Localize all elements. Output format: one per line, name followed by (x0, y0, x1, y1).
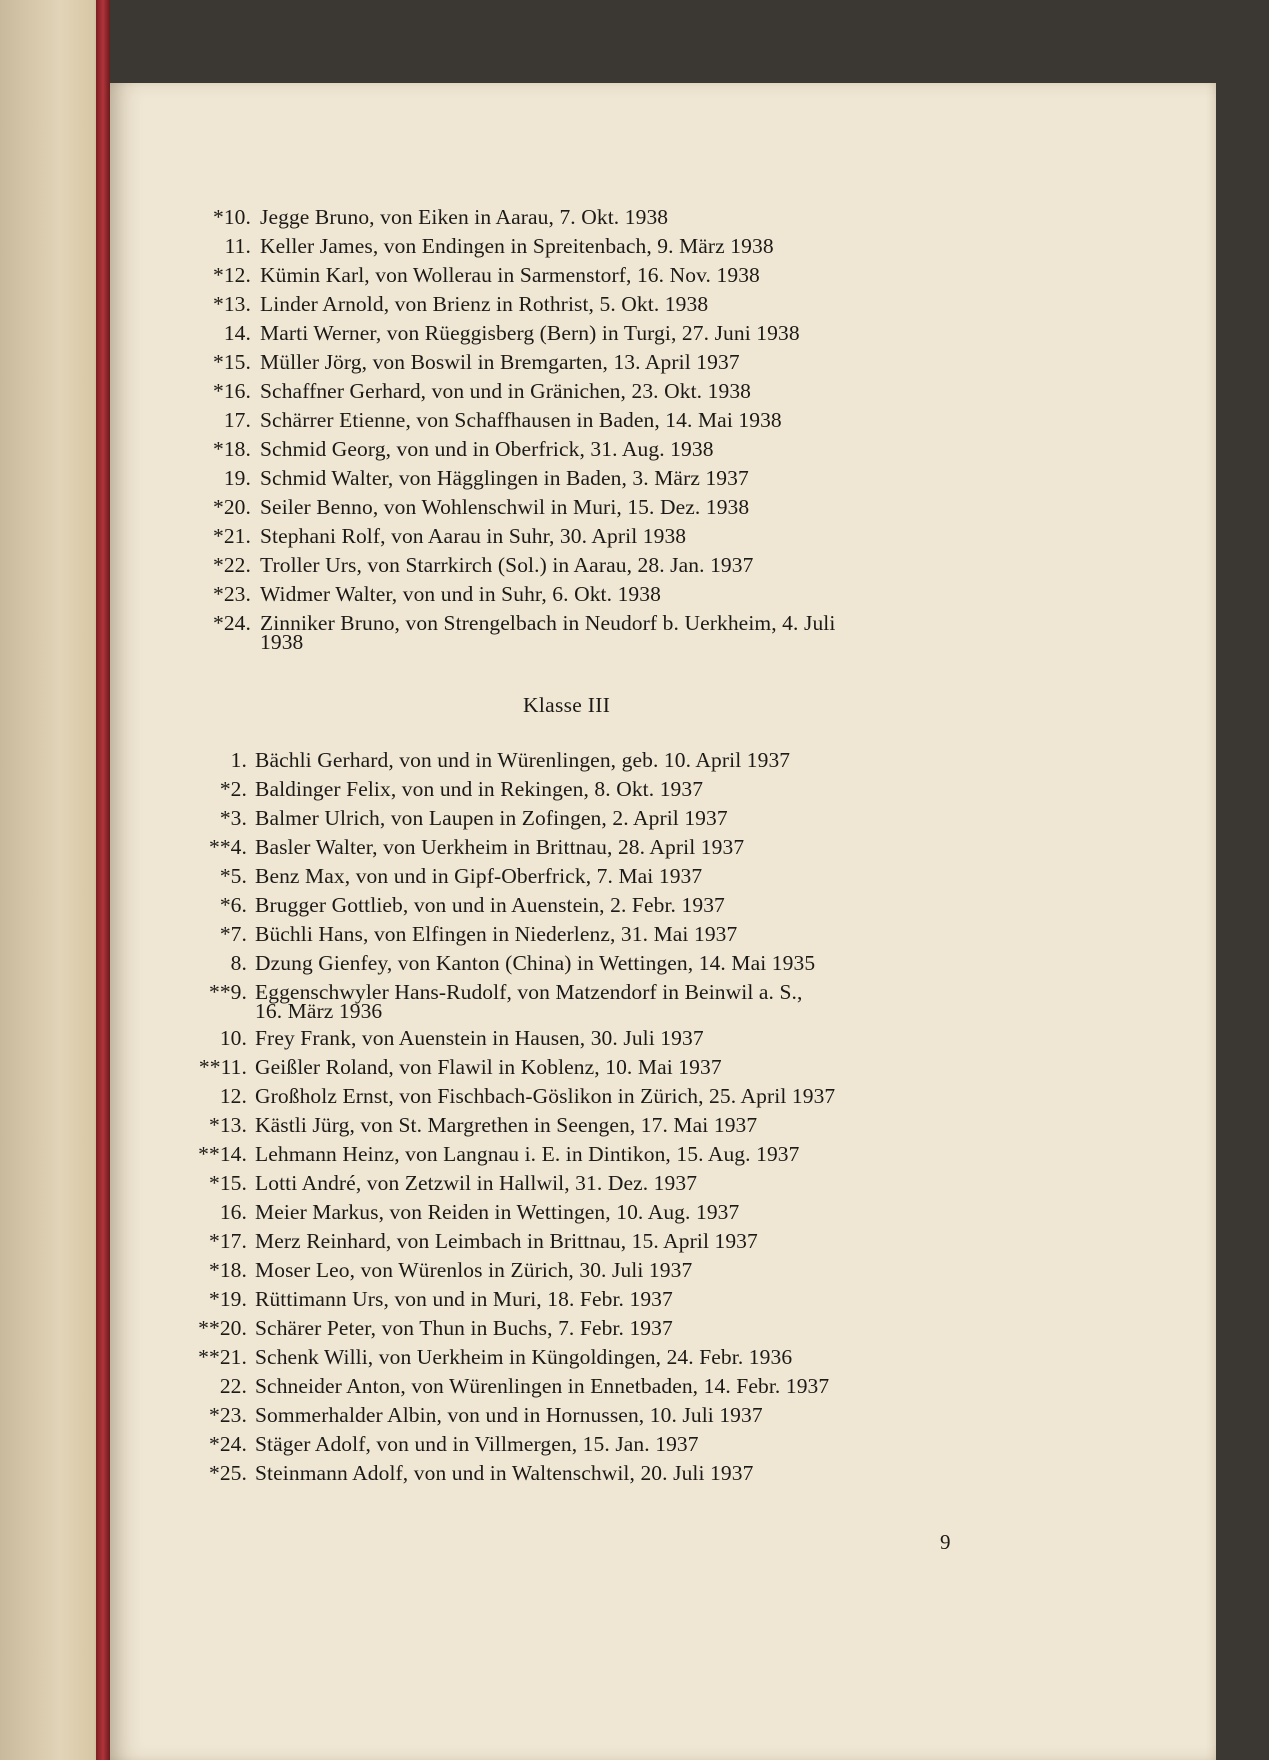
entry-text: Geißler Roland, von Flawil in Koblenz, 10. Mai 1937 (255, 1055, 722, 1079)
student-list-klasse-iii (110, 746, 1110, 1488)
entry-text: Büchli Hans, von Elfingen in Niederlenz, 31. Mai 1937 (255, 922, 738, 946)
entry-number: **21. (198, 1345, 247, 1369)
entry-text: Lotti André, von Zetzwil in Hallwil, 31. Dez. 1937 (255, 1171, 698, 1195)
list-entry (110, 1140, 1110, 1169)
list-entry (110, 464, 1110, 493)
entry-number: 17. (223, 408, 251, 432)
entry-text: Schärrer Etienne, von Schaffhausen in Baden, 14. Mai 1938 (260, 408, 782, 432)
entry-text: Marti Werner, von Rüeggisberg (Bern) in Turgi, 27. Juni 1938 (260, 321, 800, 345)
list-entry (110, 348, 1110, 377)
list-entry (110, 891, 1110, 920)
list-entry (110, 435, 1110, 464)
list-entry (110, 1430, 1110, 1459)
entry-text: Balmer Ulrich, von Laupen in Zofingen, 2. April 1937 (255, 806, 728, 830)
entry-number: *3. (219, 806, 247, 830)
list-entry (110, 1459, 1110, 1488)
entry-number: 1. (230, 748, 247, 772)
list-entry (110, 1198, 1110, 1227)
entry-text: Zinniker Bruno, von Strengelbach in Neudorf b. Uerkheim, 4. Juli (260, 611, 836, 635)
list-entry (110, 493, 1110, 522)
entry-number: *15. (212, 350, 251, 374)
entry-number: *18. (208, 1258, 247, 1282)
entry-number: 16. (219, 1200, 247, 1224)
entry-text: Schmid Georg, von und in Oberfrick, 31. Aug. 1938 (260, 437, 714, 461)
entry-number: *15. (208, 1171, 247, 1195)
entry-number: *24. (212, 611, 251, 635)
entry-number: 11. (224, 234, 251, 258)
entry-text: Frey Frank, von Auenstein in Hausen, 30. Juli 1937 (255, 1026, 704, 1050)
entry-text: Schneider Anton, von Würenlingen in Ennetbaden, 14. Febr. 1937 (255, 1374, 830, 1398)
entry-number: 14. (223, 321, 251, 345)
entry-text: Schaffner Gerhard, von und in Gränichen, 23. Okt. 1938 (260, 379, 752, 403)
list-entry (110, 1343, 1110, 1372)
entry-text: Troller Urs, von Starrkirch (Sol.) in Aarau, 28. Jan. 1937 (260, 553, 754, 577)
entry-number: **20. (198, 1316, 247, 1340)
entry-text: Kümin Karl, von Wollerau in Sarmenstorf, 16. Nov. 1938 (260, 263, 760, 287)
entry-number: *22. (212, 553, 251, 577)
entry-number: *21. (212, 524, 251, 548)
entry-number: 8. (230, 951, 247, 975)
list-entry (110, 1314, 1110, 1343)
list-entry (110, 609, 1110, 655)
entry-number: *20. (212, 495, 251, 519)
list-entry (110, 203, 1110, 232)
list-entry (110, 1024, 1110, 1053)
entry-text: Baldinger Felix, von und in Rekingen, 8. Okt. 1937 (255, 777, 704, 801)
entry-text-continuation: 1938 (260, 630, 304, 654)
entry-number: 10. (219, 1026, 247, 1050)
page-number: 9 (940, 1530, 951, 1554)
entry-number: *13. (212, 292, 251, 316)
entry-number: *25. (208, 1461, 247, 1485)
entry-number: 19. (223, 466, 251, 490)
entry-number: **9. (208, 980, 247, 1004)
entry-text: Schärer Peter, von Thun in Buchs, 7. Febr. 1937 (255, 1316, 673, 1340)
list-entry (110, 833, 1110, 862)
entry-text: Keller James, von Endingen in Spreitenbach, 9. März 1938 (260, 234, 774, 258)
list-entry (110, 1169, 1110, 1198)
list-entry (110, 580, 1110, 609)
entry-number: *16. (212, 379, 251, 403)
entry-number: *18. (212, 437, 251, 461)
entry-text: Brugger Gottlieb, von und in Auenstein, 2. Febr. 1937 (255, 893, 725, 917)
entry-number: *24. (208, 1432, 247, 1456)
entry-number: 22. (219, 1374, 247, 1398)
entry-text: Kästli Jürg, von St. Margrethen in Seengen, 17. Mai 1937 (255, 1113, 758, 1137)
entry-text: Großholz Ernst, von Fischbach-Göslikon in Zürich, 25. April 1937 (255, 1084, 836, 1108)
left-page-edge (0, 0, 110, 1760)
list-entry (110, 1227, 1110, 1256)
entry-text: Stäger Adolf, von und in Villmergen, 15. Jan. 1937 (255, 1432, 699, 1456)
list-entry (110, 804, 1110, 833)
entry-text: Bächli Gerhard, von und in Würenlingen, geb. 10. April 1937 (255, 748, 791, 772)
entry-number: 12. (219, 1084, 247, 1108)
entry-number: *13. (208, 1113, 247, 1137)
entry-number: **11. (198, 1055, 247, 1079)
section-heading (523, 693, 823, 718)
list-entry (110, 775, 1110, 804)
entry-text: Moser Leo, von Würenlos in Zürich, 30. Juli 1937 (255, 1258, 693, 1282)
list-entry (110, 1082, 1110, 1111)
list-entry (110, 1401, 1110, 1430)
entry-text-continuation: 16. März 1936 (255, 999, 383, 1023)
list-entry (110, 290, 1110, 319)
list-entry (110, 949, 1110, 978)
entry-text: Merz Reinhard, von Leimbach in Brittnau, 15. April 1937 (255, 1229, 758, 1253)
entry-text: Lehmann Heinz, von Langnau i. E. in Dintikon, 15. Aug. 1937 (255, 1142, 800, 1166)
entry-text: Steinmann Adolf, von und in Waltenschwil, 20. Juli 1937 (255, 1461, 754, 1485)
entry-number: **14. (198, 1142, 247, 1166)
list-entry (110, 920, 1110, 949)
list-entry (110, 862, 1110, 891)
list-entry (110, 261, 1110, 290)
entry-text: Rüttimann Urs, von und in Muri, 18. Febr. 1937 (255, 1287, 673, 1311)
list-entry (110, 406, 1110, 435)
entry-number: *7. (219, 922, 247, 946)
entry-text: Benz Max, von und in Gipf-Oberfrick, 7. Mai 1937 (255, 864, 703, 888)
list-entry (110, 1053, 1110, 1082)
book-spine-binding (96, 0, 110, 1760)
entry-text: Jegge Bruno, von Eiken in Aarau, 7. Okt. 1938 (260, 205, 669, 229)
entry-text: Sommerhalder Albin, von und in Hornussen, 10. Juli 1937 (255, 1403, 763, 1427)
list-entry (110, 377, 1110, 406)
list-entry (110, 1285, 1110, 1314)
entry-number: *10. (212, 205, 251, 229)
entry-number: *12. (212, 263, 251, 287)
list-entry (110, 978, 1110, 1024)
entry-text: Schmid Walter, von Hägglingen in Baden, 3. März 1937 (260, 466, 749, 490)
document-page (110, 83, 1216, 1760)
entry-number: *17. (208, 1229, 247, 1253)
entry-text: Seiler Benno, von Wohlenschwil in Muri, 15. Dez. 1938 (260, 495, 750, 519)
entry-text: Stephani Rolf, von Aarau in Suhr, 30. April 1938 (260, 524, 687, 548)
entry-number: *23. (208, 1403, 247, 1427)
list-entry (110, 232, 1110, 261)
section-heading-text: Klasse III (523, 693, 611, 717)
entry-text: Basler Walter, von Uerkheim in Brittnau, 28. April 1937 (255, 835, 745, 859)
entry-text: Widmer Walter, von und in Suhr, 6. Okt. 1938 (260, 582, 661, 606)
entry-number: *6. (219, 893, 247, 917)
entry-text: Schenk Willi, von Uerkheim in Küngoldingen, 24. Febr. 1936 (255, 1345, 793, 1369)
list-entry (110, 1372, 1110, 1401)
entry-text: Linder Arnold, von Brienz in Rothrist, 5. Okt. 1938 (260, 292, 709, 316)
entry-text: Meier Markus, von Reiden in Wettingen, 10. Aug. 1937 (255, 1200, 740, 1224)
student-list-previous-class (110, 203, 1110, 655)
entry-number: **4. (208, 835, 247, 859)
list-entry (110, 746, 1110, 775)
entry-text: Müller Jörg, von Boswil in Bremgarten, 13. April 1937 (260, 350, 740, 374)
entry-number: *5. (219, 864, 247, 888)
list-entry (110, 522, 1110, 551)
entry-number: *19. (208, 1287, 247, 1311)
list-entry (110, 1111, 1110, 1140)
list-entry (110, 551, 1110, 580)
entry-text: Eggenschwyler Hans-Rudolf, von Matzendorf in Beinwil a. S., (255, 980, 803, 1004)
list-entry (110, 1256, 1110, 1285)
entry-number: *23. (212, 582, 251, 606)
list-entry (110, 319, 1110, 348)
entry-text: Dzung Gienfey, von Kanton (China) in Wettingen, 14. Mai 1935 (255, 951, 816, 975)
entry-number: *2. (219, 777, 247, 801)
